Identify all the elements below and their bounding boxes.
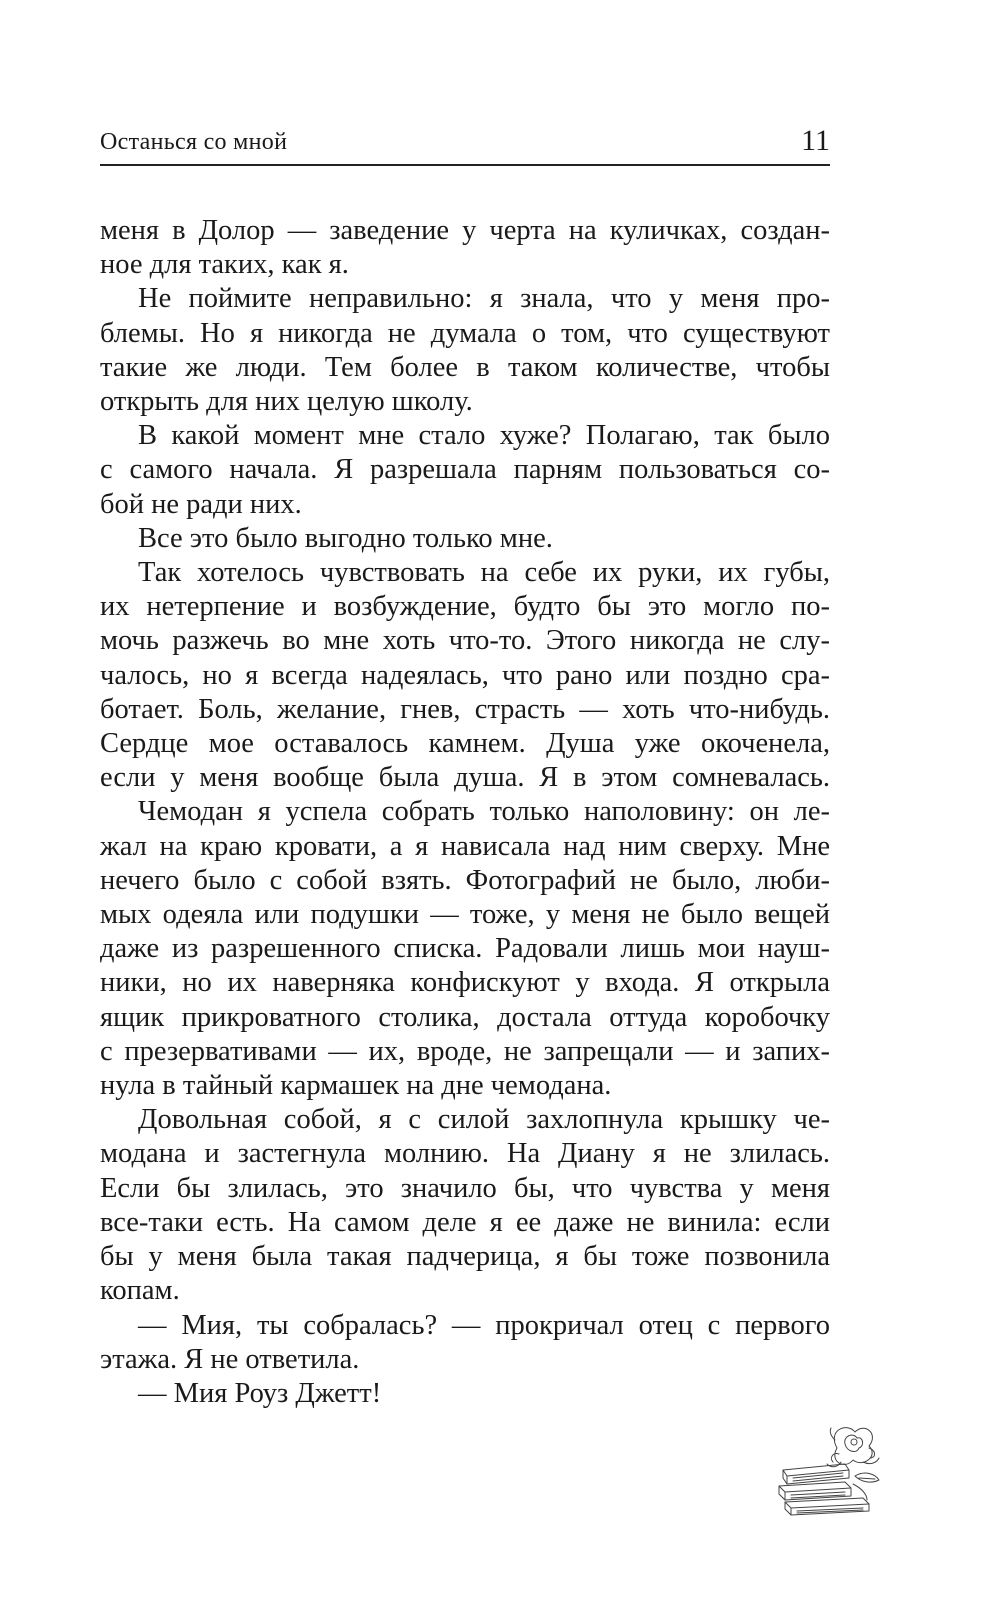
text-line: ники, но их наверняка конфискуют у входа. Я открыла: [100, 967, 830, 999]
text-line: бой не ради них.: [100, 488, 302, 520]
text-line: ное для таких, как я.: [100, 249, 349, 281]
running-header: [100, 124, 830, 166]
text-line: даже из разрешенного списка. Радовали лишь мои науш-: [100, 933, 830, 965]
text-line: ящик прикроватного столика, достала оттуда коробочку: [100, 1001, 830, 1033]
paragraph-first-line: Так хотелось чувствовать на себе их руки, их губы,: [138, 557, 830, 589]
rose-icon: [827, 1428, 879, 1467]
text-line: ботает. Боль, желание, гнев, страсть — хоть что-нибудь.: [100, 693, 830, 725]
text-line: их нетерпение и возбуждение, будто бы это могло по-: [100, 591, 830, 623]
text-line: мочь разжечь во мне хоть что-то. Этого никогда не слу-: [100, 625, 830, 657]
text-line: все-таки есть. На самом деле я ее даже не винила: если: [100, 1206, 830, 1238]
text-line: нечего было с собой взять. Фотографий не было, люби-: [100, 864, 830, 896]
book-icon: [779, 1482, 851, 1500]
text-line: такие же люди. Тем более в таком количестве, чтобы: [100, 351, 830, 383]
text-line: если у меня вообще была душа. Я в этом сомневалась.: [100, 762, 830, 794]
text-line: бы у меня была такая падчерица, я бы тоже позвонила: [100, 1241, 830, 1273]
text-line: с самого начала. Я разрешала парням пользоваться со-: [100, 454, 830, 486]
text-line: жал на краю кровати, а я нависала над ним сверху. Мне: [100, 830, 830, 862]
text-line: Если бы злилась, это значило бы, что чувства у меня: [100, 1172, 830, 1204]
books-rose-ornament: [775, 1418, 895, 1518]
text-line: этажа. Я не ответила.: [100, 1343, 360, 1375]
paragraph-first-line: Не поймите неправильно: я знала, что у меня про-: [138, 283, 830, 315]
text-line: блемы. Но я никогда не думала о том, что существуют: [100, 317, 830, 349]
text-line: Сердце мое оставалось камнем. Душа уже окоченела,: [100, 728, 830, 760]
text-line: нула в тайный кармашек на дне чемодана.: [100, 1070, 612, 1102]
paragraph-first-line: Все это было выгодно только мне.: [138, 522, 553, 554]
dialogue-line: — Мия, ты собралась? — прокричал отец с первого: [138, 1309, 830, 1341]
body-text: [100, 214, 830, 1411]
running-title: Останься со мной: [100, 129, 288, 155]
book-icon: [785, 1498, 869, 1515]
book-icon: [783, 1464, 849, 1484]
text-line: с презервативами — их, вроде, не запрещали — и запих-: [100, 1035, 830, 1067]
text-line: копам.: [100, 1275, 180, 1307]
text-line: открыть для них целую школу.: [100, 386, 473, 418]
paragraph-first-line: В какой момент мне стало хуже? Полагаю, так было: [138, 420, 830, 452]
paragraph-first-line: Довольная собой, я с силой захлопнула крышку че-: [138, 1104, 830, 1136]
text-line: модана и застегнула молнию. На Диану я не злилась.: [100, 1138, 830, 1170]
page-number: 11: [801, 124, 830, 157]
text-line: чалось, но я всегда надеялась, что рано или поздно сра-: [100, 659, 830, 691]
dialogue-line: — Мия Роуз Джетт!: [138, 1377, 382, 1409]
text-line: мых одеяла или подушки — тоже, у меня не было вещей: [100, 899, 830, 931]
text-line: меня в Долор — заведение у черта на куличках, создан-: [100, 215, 830, 246]
paragraph-first-line: Чемодан я успела собрать только наполовину: он ле-: [138, 796, 830, 828]
